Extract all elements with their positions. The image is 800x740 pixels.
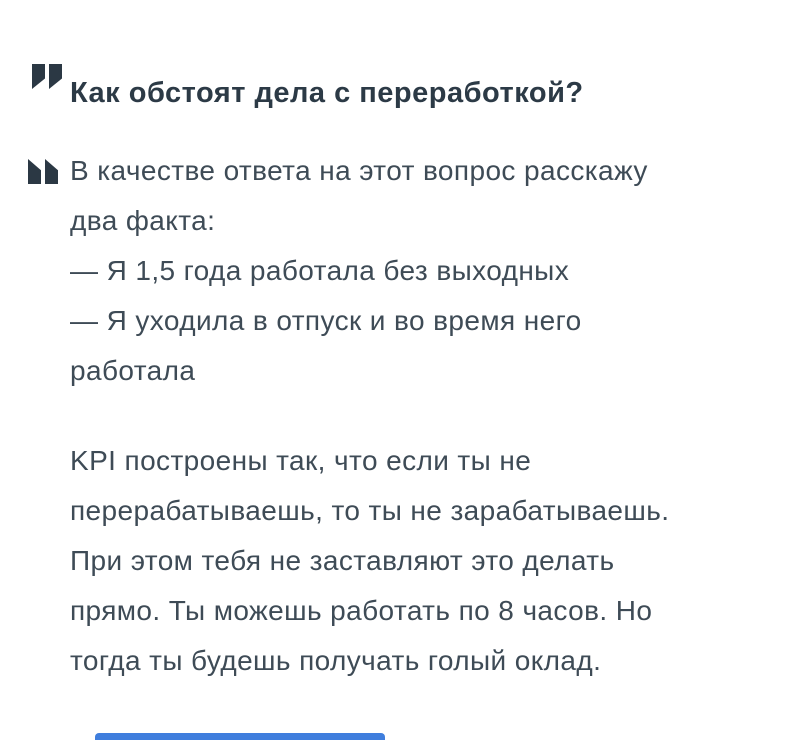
answer-line: перерабатываешь, то ты не зарабатываешь. <box>70 495 670 526</box>
quote-close-icon <box>32 64 63 89</box>
answer-line: — Я уходила в отпуск и во время него <box>70 305 582 336</box>
quote-mark <box>28 159 41 184</box>
answer-line: KPI построены так, что если ты не <box>70 445 532 476</box>
answer-paragraph-2 <box>70 436 760 686</box>
answer-body <box>70 146 760 686</box>
answer-paragraph-1 <box>70 146 760 396</box>
answer-line: При этом тебя не заставляют это делать <box>70 545 615 576</box>
quote-mark <box>49 64 62 89</box>
answer-line: — Я 1,5 года работала без выходных <box>70 255 570 286</box>
quote-mark <box>32 64 45 89</box>
answer-line: два факта: <box>70 205 216 236</box>
quote-open-icon <box>28 159 59 184</box>
answer-line: В качестве ответа на этот вопрос расскажу <box>70 155 648 186</box>
answer-line: тогда ты будешь получать голый оклад. <box>70 645 602 676</box>
cropped-blue-link-bar[interactable] <box>95 733 385 740</box>
answer-line: работала <box>70 355 196 386</box>
quote-mark <box>45 159 58 184</box>
answer-line: прямо. Ты можешь работать по 8 часов. Но <box>70 595 653 626</box>
question-title: Как обстоят дела с переработкой? <box>70 77 584 110</box>
